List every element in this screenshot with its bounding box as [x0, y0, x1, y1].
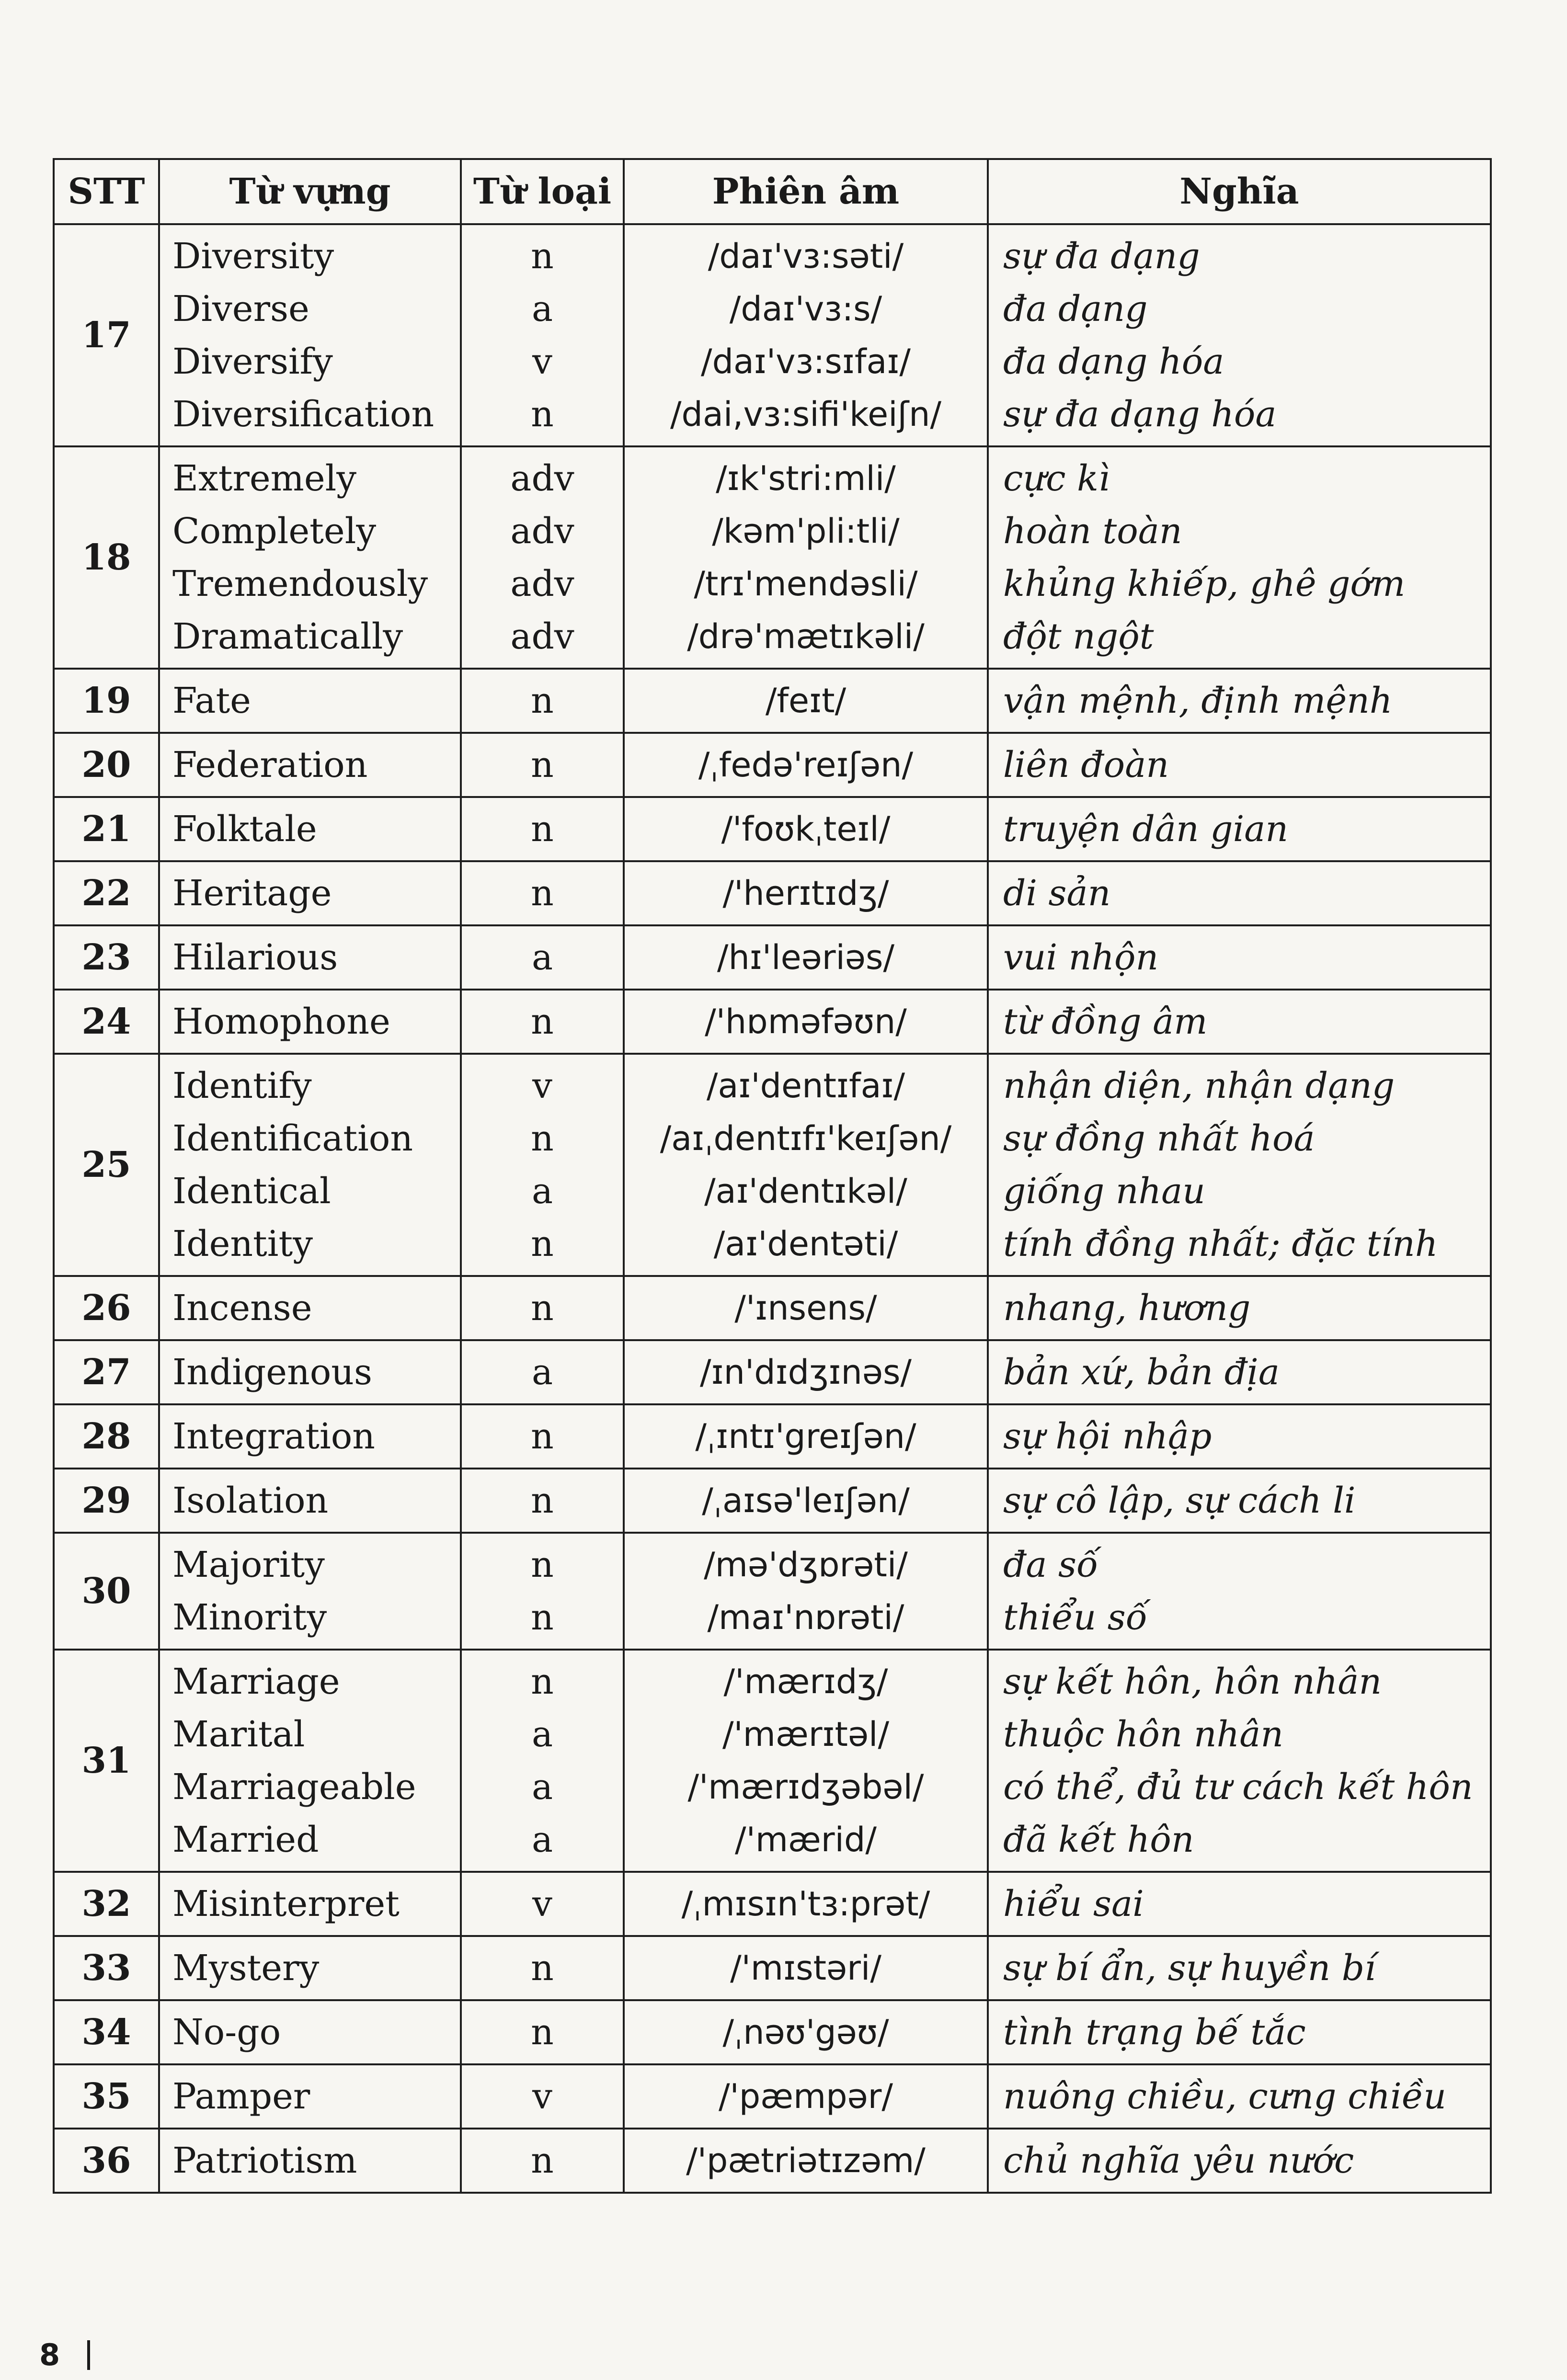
- part-of-speech-cell: [461, 1872, 624, 1936]
- vocab-word: Dramatically: [172, 616, 403, 657]
- meaning-cell: [988, 990, 1491, 1054]
- phonetic: /daɪ'vɜ:s/: [729, 289, 882, 329]
- part-of-speech-cell: [461, 1340, 624, 1404]
- meaning: bản xứ, bản địa: [1003, 1352, 1280, 1393]
- meaning: đa dạng: [1003, 288, 1148, 330]
- vocab-word: Identification: [172, 1118, 413, 1159]
- phonetic-cell: [624, 733, 988, 797]
- meaning: chủ nghĩa yêu nước: [1003, 2140, 1354, 2181]
- vocab-word: Identity: [172, 1223, 313, 1264]
- meaning: tình trạng bế tắc: [1003, 2012, 1306, 2053]
- meaning-cell: [988, 797, 1491, 861]
- part-of-speech: n: [531, 1287, 554, 1329]
- part-of-speech: a: [531, 288, 553, 330]
- vocab-word-cell: [159, 1469, 461, 1533]
- part-of-speech-cell: [461, 1276, 624, 1340]
- part-of-speech-cell: [461, 797, 624, 861]
- part-of-speech: n: [531, 680, 554, 721]
- meaning: nhận diện, nhận dạng: [1003, 1065, 1395, 1106]
- phonetic: /'pæmpər/: [718, 2077, 893, 2116]
- phonetic: /'ɪnsens/: [734, 1288, 877, 1328]
- part-of-speech: n: [531, 1416, 554, 1457]
- part-of-speech-cell: [461, 861, 624, 925]
- part-of-speech-cell: [461, 224, 624, 446]
- part-of-speech-cell: [461, 925, 624, 990]
- meaning: thuộc hôn nhân: [1003, 1714, 1284, 1755]
- vocab-word-cell: [159, 733, 461, 797]
- vocab-word: Married: [172, 1819, 319, 1860]
- meaning: sự bí ẩn, sự huyền bí: [1003, 1947, 1376, 1989]
- table-row: [54, 1650, 1491, 1872]
- row-number: 20: [54, 733, 159, 797]
- vocabulary-table: [53, 158, 1492, 2194]
- part-of-speech-cell: [461, 446, 624, 669]
- meaning-cell: [988, 2000, 1491, 2064]
- phonetic-cell: [624, 1404, 988, 1469]
- vocab-word: Diverse: [172, 288, 309, 330]
- table-row: [54, 2064, 1491, 2129]
- table-body: [54, 224, 1491, 2193]
- part-of-speech: a: [531, 1819, 553, 1860]
- phonetic-cell: [624, 669, 988, 733]
- meaning: nuông chiều, cưng chiều: [1003, 2076, 1447, 2117]
- meaning-cell: [988, 1936, 1491, 2000]
- vocab-word-cell: [159, 1650, 461, 1872]
- part-of-speech: n: [531, 1661, 554, 1702]
- table-row: [54, 224, 1491, 446]
- vocab-word-cell: [159, 1276, 461, 1340]
- vocab-word: Completely: [172, 511, 377, 552]
- vocab-word: Pamper: [172, 2076, 310, 2117]
- meaning-cell: [988, 1469, 1491, 1533]
- phonetic: /ˌmɪsɪn'tɜ:prət/: [681, 1884, 930, 1924]
- phonetic: /feɪt/: [765, 681, 846, 720]
- table-row: [54, 1276, 1491, 1340]
- phonetic: /'hɒməfəʊn/: [705, 1002, 907, 1041]
- row-number: 22: [54, 861, 159, 925]
- meaning: có thể, đủ tư cách kết hôn: [1003, 1766, 1473, 1808]
- vocab-word: Fate: [172, 680, 251, 721]
- table-row: [54, 1872, 1491, 1936]
- part-of-speech: adv: [510, 616, 574, 657]
- phonetic: /'mærɪdʒəbəl/: [687, 1767, 924, 1807]
- part-of-speech-cell: [461, 1936, 624, 2000]
- table-row: [54, 990, 1491, 1054]
- meaning-cell: [988, 925, 1491, 990]
- part-of-speech: n: [531, 1480, 554, 1521]
- header-word: Từ vựng: [159, 159, 461, 224]
- vocab-word-cell: [159, 446, 461, 669]
- part-of-speech: n: [531, 2140, 554, 2181]
- part-of-speech-cell: [461, 1404, 624, 1469]
- part-of-speech: n: [531, 1947, 554, 1989]
- phonetic: /ɪk'stri:mli/: [716, 459, 896, 498]
- row-number: 19: [54, 669, 159, 733]
- row-number: 23: [54, 925, 159, 990]
- table-row: [54, 2129, 1491, 2193]
- vocab-word: Misinterpret: [172, 1883, 400, 1924]
- phonetic-cell: [624, 1469, 988, 1533]
- meaning: tính đồng nhất; đặc tính: [1003, 1223, 1438, 1264]
- meaning: liên đoàn: [1003, 744, 1169, 786]
- phonetic: /hɪ'leəriəs/: [717, 938, 895, 977]
- part-of-speech: n: [531, 1001, 554, 1042]
- phonetic: /'foʊkˌteɪl/: [721, 809, 891, 849]
- meaning: di sản: [1003, 873, 1111, 914]
- phonetic: /ˌaɪsə'leɪʃən/: [702, 1481, 910, 1520]
- meaning: nhang, hương: [1003, 1287, 1251, 1329]
- phonetic: /kəm'pli:tli/: [712, 512, 900, 551]
- vocab-word-cell: [159, 1340, 461, 1404]
- phonetic: /'mærɪdʒ/: [723, 1662, 888, 1701]
- vocab-word: Diversify: [172, 341, 333, 382]
- vocab-word-cell: [159, 797, 461, 861]
- phonetic: /daɪ'vɜ:sɪfaɪ/: [700, 342, 911, 381]
- table-row: [54, 1533, 1491, 1650]
- phonetic-cell: [624, 1276, 988, 1340]
- meaning-cell: [988, 1054, 1491, 1276]
- vocab-word: Minority: [172, 1597, 327, 1638]
- meaning: khủng khiếp, ghê gớm: [1003, 563, 1406, 604]
- meaning: đột ngột: [1003, 616, 1154, 657]
- vocab-word-cell: [159, 669, 461, 733]
- part-of-speech-cell: [461, 990, 624, 1054]
- meaning: đa số: [1003, 1544, 1098, 1585]
- row-number: 34: [54, 2000, 159, 2064]
- table-row: [54, 1340, 1491, 1404]
- phonetic: /ɪn'dɪdʒɪnəs/: [699, 1353, 912, 1392]
- part-of-speech: a: [531, 937, 553, 978]
- part-of-speech: a: [531, 1766, 553, 1808]
- phonetic: /'mærid/: [735, 1820, 877, 1859]
- vocab-word: Incense: [172, 1287, 312, 1329]
- part-of-speech-cell: [461, 2064, 624, 2129]
- meaning-cell: [988, 1533, 1491, 1650]
- vocab-word: Marriage: [172, 1661, 340, 1702]
- vocab-word: Heritage: [172, 873, 332, 914]
- row-number: 26: [54, 1276, 159, 1340]
- part-of-speech-cell: [461, 733, 624, 797]
- part-of-speech: a: [531, 1171, 553, 1212]
- part-of-speech: n: [531, 394, 554, 435]
- vocab-word: Extremely: [172, 458, 357, 499]
- meaning: truyện dân gian: [1003, 809, 1289, 850]
- part-of-speech: v: [532, 2076, 552, 2117]
- part-of-speech: a: [531, 1714, 553, 1755]
- part-of-speech: n: [531, 744, 554, 786]
- part-of-speech: adv: [510, 511, 574, 552]
- vocab-word: Federation: [172, 744, 368, 786]
- row-number: 28: [54, 1404, 159, 1469]
- table-row: [54, 797, 1491, 861]
- phonetic: /aɪ'dentəti/: [713, 1224, 898, 1264]
- phonetic-cell: [624, 925, 988, 990]
- row-number: 35: [54, 2064, 159, 2129]
- part-of-speech: n: [531, 1223, 554, 1264]
- vocab-word: Integration: [172, 1416, 375, 1457]
- phonetic: /ˌfedə'reɪʃən/: [698, 745, 914, 785]
- meaning-cell: [988, 861, 1491, 925]
- vocab-word-cell: [159, 224, 461, 446]
- row-number: 33: [54, 1936, 159, 2000]
- phonetic: /aɪ'dentɪkəl/: [704, 1172, 907, 1211]
- vocab-word: Marriageable: [172, 1766, 416, 1808]
- table-row: [54, 1054, 1491, 1276]
- phonetic-cell: [624, 224, 988, 446]
- vocab-word: No-go: [172, 2012, 281, 2053]
- part-of-speech: n: [531, 2012, 554, 2053]
- phonetic: /'mærɪtəl/: [722, 1715, 890, 1754]
- part-of-speech: n: [531, 1118, 554, 1159]
- vocab-word-cell: [159, 1404, 461, 1469]
- table-row: [54, 1469, 1491, 1533]
- row-number: 25: [54, 1054, 159, 1276]
- phonetic-cell: [624, 1054, 988, 1276]
- table-row: [54, 2000, 1491, 2064]
- phonetic-cell: [624, 2064, 988, 2129]
- meaning: sự kết hôn, hôn nhân: [1003, 1661, 1382, 1702]
- meaning-cell: [988, 2129, 1491, 2193]
- phonetic: /aɪ'dentɪfaɪ/: [706, 1066, 905, 1105]
- phonetic-cell: [624, 1533, 988, 1650]
- vocab-word: Folktale: [172, 809, 317, 850]
- part-of-speech-cell: [461, 1650, 624, 1872]
- part-of-speech: v: [532, 1883, 552, 1924]
- meaning-cell: [988, 1276, 1491, 1340]
- meaning: đã kết hôn: [1003, 1819, 1194, 1860]
- meaning: sự cô lập, sự cách li: [1003, 1480, 1356, 1521]
- vocab-word: Diversification: [172, 394, 435, 435]
- part-of-speech-cell: [461, 2000, 624, 2064]
- meaning: sự đồng nhất hoá: [1003, 1118, 1315, 1159]
- phonetic: /'pætriətɪzəm/: [686, 2141, 926, 2180]
- phonetic: /ˌnəʊ'gəʊ/: [722, 2013, 889, 2052]
- vocab-word: Indigenous: [172, 1352, 372, 1393]
- part-of-speech-cell: [461, 1533, 624, 1650]
- row-number: 36: [54, 2129, 159, 2193]
- row-number: 30: [54, 1533, 159, 1650]
- part-of-speech: adv: [510, 458, 574, 499]
- meaning: sự hội nhập: [1003, 1416, 1212, 1457]
- meaning: thiểu số: [1003, 1597, 1148, 1638]
- vocab-word-cell: [159, 2129, 461, 2193]
- header-stt: STT: [54, 159, 159, 224]
- header-meaning: Nghĩa: [988, 159, 1491, 224]
- row-number: 29: [54, 1469, 159, 1533]
- vocab-word: Homophone: [172, 1001, 390, 1042]
- row-number: 21: [54, 797, 159, 861]
- meaning-cell: [988, 224, 1491, 446]
- phonetic: /dai,vɜ:sifi'keiʃn/: [670, 395, 942, 434]
- meaning-cell: [988, 1404, 1491, 1469]
- phonetic-cell: [624, 1872, 988, 1936]
- meaning: sự đa dạng: [1003, 236, 1200, 277]
- vocab-word-cell: [159, 1872, 461, 1936]
- vocab-word: Identify: [172, 1065, 312, 1106]
- part-of-speech: adv: [510, 563, 574, 604]
- meaning: sự đa dạng hóa: [1003, 394, 1277, 435]
- part-of-speech: n: [531, 1544, 554, 1585]
- vocab-word: Patriotism: [172, 2140, 357, 2181]
- meaning-cell: [988, 446, 1491, 669]
- row-number: 17: [54, 224, 159, 446]
- vocab-word: Diversity: [172, 236, 334, 277]
- phonetic-cell: [624, 2000, 988, 2064]
- meaning: vui nhộn: [1003, 937, 1159, 978]
- phonetic-cell: [624, 2129, 988, 2193]
- part-of-speech: n: [531, 873, 554, 914]
- part-of-speech: a: [531, 1352, 553, 1393]
- phonetic-cell: [624, 446, 988, 669]
- part-of-speech-cell: [461, 669, 624, 733]
- meaning: hiểu sai: [1003, 1883, 1144, 1924]
- vocab-word: Majority: [172, 1544, 325, 1585]
- part-of-speech-cell: [461, 1054, 624, 1276]
- phonetic-cell: [624, 1340, 988, 1404]
- meaning: hoàn toàn: [1003, 511, 1182, 552]
- vocab-word-cell: [159, 861, 461, 925]
- vocab-word: Tremendously: [172, 563, 428, 604]
- table-row: [54, 1936, 1491, 2000]
- vocab-word-cell: [159, 1936, 461, 2000]
- vocab-word-cell: [159, 2064, 461, 2129]
- row-number: 18: [54, 446, 159, 669]
- vocab-word-cell: [159, 990, 461, 1054]
- meaning-cell: [988, 1872, 1491, 1936]
- vocab-word: Marital: [172, 1714, 305, 1755]
- phonetic: /trɪ'mendəsli/: [694, 564, 918, 604]
- page-number-divider: [87, 2340, 90, 2370]
- phonetic: /'mɪstəri/: [730, 1948, 881, 1988]
- table-row: [54, 733, 1491, 797]
- part-of-speech: v: [532, 1065, 552, 1106]
- row-number: 31: [54, 1650, 159, 1872]
- part-of-speech-cell: [461, 2129, 624, 2193]
- header-pos: Từ loại: [461, 159, 624, 224]
- meaning: từ đồng âm: [1003, 1001, 1208, 1042]
- meaning-cell: [988, 733, 1491, 797]
- row-number: 24: [54, 990, 159, 1054]
- vocab-word: Hilarious: [172, 937, 338, 978]
- part-of-speech: n: [531, 236, 554, 277]
- meaning-cell: [988, 1650, 1491, 1872]
- table-row: [54, 1404, 1491, 1469]
- row-number: 32: [54, 1872, 159, 1936]
- header-ipa: Phiên âm: [624, 159, 988, 224]
- phonetic-cell: [624, 990, 988, 1054]
- phonetic: /'herɪtɪdʒ/: [722, 874, 889, 913]
- table-row: [54, 925, 1491, 990]
- meaning-cell: [988, 669, 1491, 733]
- meaning: cực kì: [1003, 458, 1110, 499]
- phonetic: /drə'mætɪkəli/: [687, 617, 925, 656]
- vocab-word-cell: [159, 925, 461, 990]
- phonetic: /ˌɪntɪ'greɪʃən/: [695, 1417, 916, 1456]
- table-row: [54, 446, 1491, 669]
- meaning: vận mệnh, định mệnh: [1003, 680, 1393, 721]
- phonetic-cell: [624, 861, 988, 925]
- part-of-speech-cell: [461, 1469, 624, 1533]
- meaning-cell: [988, 2064, 1491, 2129]
- table-header-row: [54, 159, 1491, 224]
- phonetic-cell: [624, 1650, 988, 1872]
- meaning: giống nhau: [1003, 1171, 1205, 1212]
- vocab-word-cell: [159, 1533, 461, 1650]
- vocab-word: Identical: [172, 1171, 331, 1212]
- phonetic-cell: [624, 1936, 988, 2000]
- phonetic: /daɪ'vɜ:səti/: [708, 237, 904, 276]
- row-number: 27: [54, 1340, 159, 1404]
- phonetic: /maɪ'nɒrəti/: [707, 1598, 904, 1637]
- phonetic: /mə'dʒɒrəti/: [704, 1545, 908, 1584]
- table-row: [54, 861, 1491, 925]
- part-of-speech: n: [531, 809, 554, 850]
- table-row: [54, 669, 1491, 733]
- part-of-speech: v: [532, 341, 552, 382]
- phonetic-cell: [624, 797, 988, 861]
- vocab-word-cell: [159, 2000, 461, 2064]
- part-of-speech: n: [531, 1597, 554, 1638]
- meaning-cell: [988, 1340, 1491, 1404]
- phonetic: /aɪˌdentɪfɪ'keɪʃən/: [660, 1119, 952, 1158]
- vocab-word: Isolation: [172, 1480, 329, 1521]
- vocab-word: Mystery: [172, 1947, 320, 1989]
- meaning: đa dạng hóa: [1003, 341, 1224, 382]
- vocab-word-cell: [159, 1054, 461, 1276]
- page-number: 8: [39, 2337, 60, 2372]
